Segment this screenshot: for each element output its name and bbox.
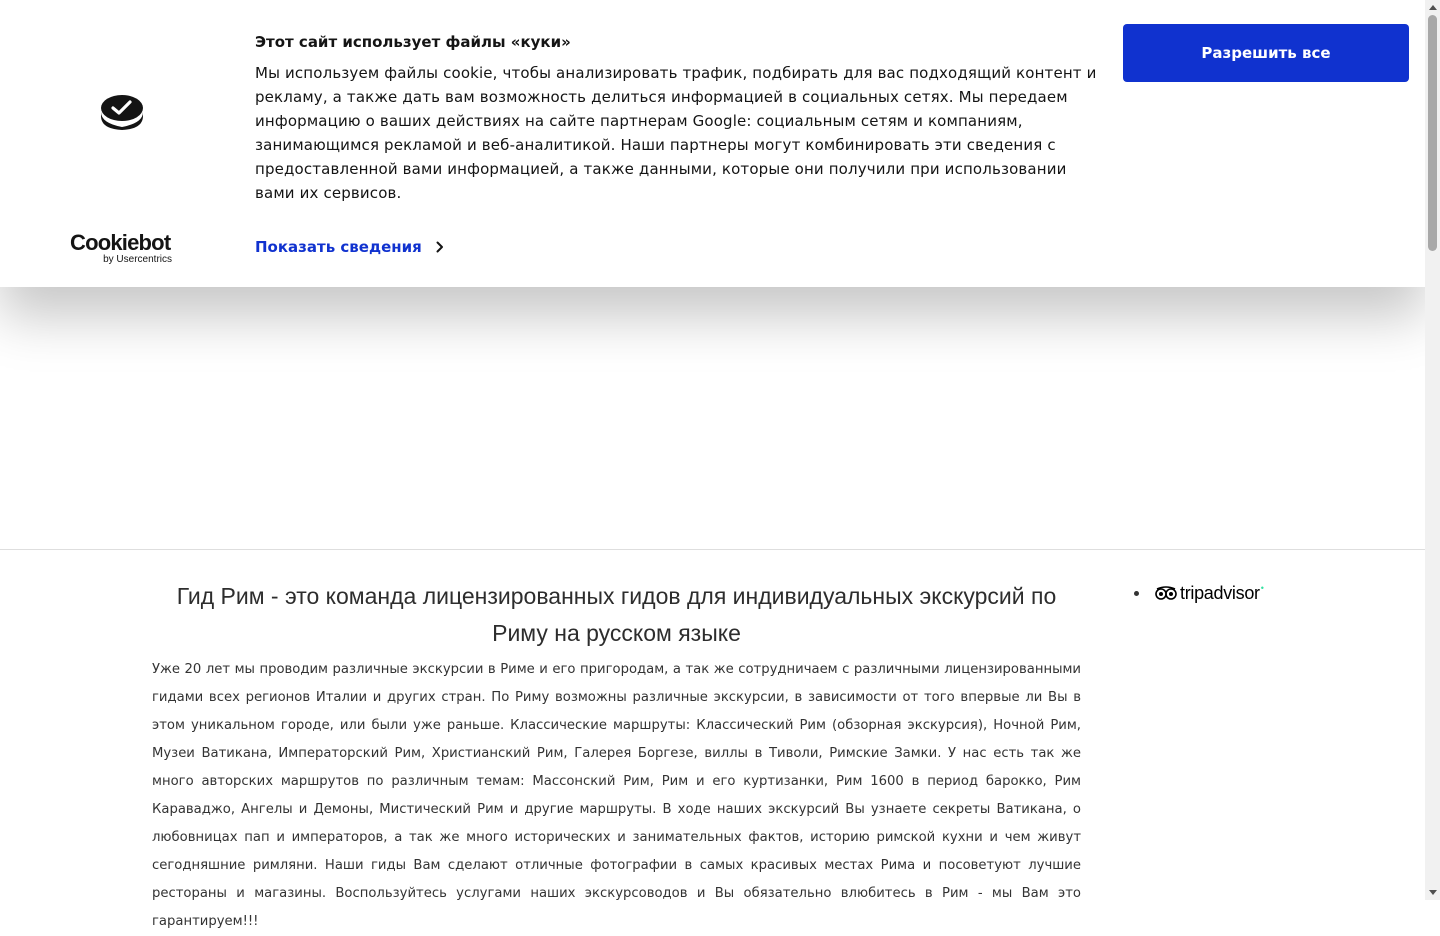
- cookiebot-brand[interactable]: [70, 232, 174, 266]
- allow-all-button[interactable]: Разрешить все: [1123, 24, 1409, 82]
- cookie-banner-title: Этот сайт использует файлы «куки»: [255, 33, 571, 51]
- section-divider: [0, 549, 1425, 550]
- brand-name: Cookiebot: [70, 230, 171, 255]
- intro-paragraph: Уже 20 лет мы проводим различные экскурсии в Риме и его пригородам, а так же сотрудничаем с различными лицензированными гидами всех регионов Италии и других стран. По Риму возможны различные экскурсии, в зависимости от того впервые ли Вы в этом уникальном городе, или были уже раньше. Классические маршруты: Классический Рим (обзорная экскурсия), Ночной Рим, Музеи Ватикана, Императорский Рим, Христианский Рим, Галерея Боргезе, виллы в Тиволи, Римские Замки. У нас есть так же много авторских маршрутов по различным темам: Массонский Рим, Рим и его куртизанки, Рим 1600 в период барокко, Рим Караваджо, Ангелы и Демоны, Мистический Рим и другие маршруты. В ходе наших экскурсий Вы узнаете секреты Ватикана, о любовницах пап и императоров, а так же много исторических и занимательных фактов, историю римской кухни и чем живут сегодняшние римляни. Наши гиды Вам сделают отличные фотографии в самых красивых местах Рима и посоветуют лучшие рестораны и магазины. Воспользуйтесь услугами наших экскурсоводов и Вы обязательно влюбитесь в Рим - мы Вам это гарантируем!!!: [152, 662, 1081, 929]
- brand-subtitle: by Usercentrics: [103, 254, 172, 265]
- show-details-link[interactable]: [255, 236, 444, 258]
- page-title: Гид Рим - это команда лицензированных гидов для индивидуальных экскурсий по Риму на русском языке: [176, 583, 1057, 646]
- show-details-label: Показать сведения: [255, 238, 422, 256]
- sidebar-list: [1134, 581, 1264, 605]
- scroll-up-arrow-icon[interactable]: [1425, 0, 1440, 15]
- registered-mark: •: [1260, 582, 1264, 593]
- cookiebot-logo-icon: [98, 93, 146, 131]
- cookie-consent-banner: [0, 0, 1425, 287]
- cookie-banner-text: Мы используем файлы cookie, чтобы анализировать трафик, подбирать для вас подходящий контент и рекламу, а также дать вам возможность делиться информацией в социальных сетях. Мы передаем информацию о ваших действиях на сайте партнерам Google: социальным сетям и компаниям, занимающимся рекламой и веб-аналитикой. Наши партнеры могут комбинировать эти сведения с предоставленной вами информацией, а также данными, которые они получили при использовании вами их сервисов.: [255, 64, 1097, 202]
- tripadvisor-link[interactable]: [1155, 583, 1264, 604]
- tripadvisor-owl-icon: [1155, 586, 1177, 600]
- bullet-icon: [1134, 591, 1139, 596]
- main-column: [152, 578, 1081, 936]
- vertical-scrollbar[interactable]: [1425, 0, 1440, 900]
- scroll-down-arrow-icon[interactable]: [1425, 885, 1440, 900]
- chevron-right-icon: [436, 241, 444, 253]
- list-item: [1134, 581, 1264, 605]
- tripadvisor-label: tripadvisor: [1180, 582, 1260, 603]
- scrollbar-thumb[interactable]: [1428, 15, 1437, 251]
